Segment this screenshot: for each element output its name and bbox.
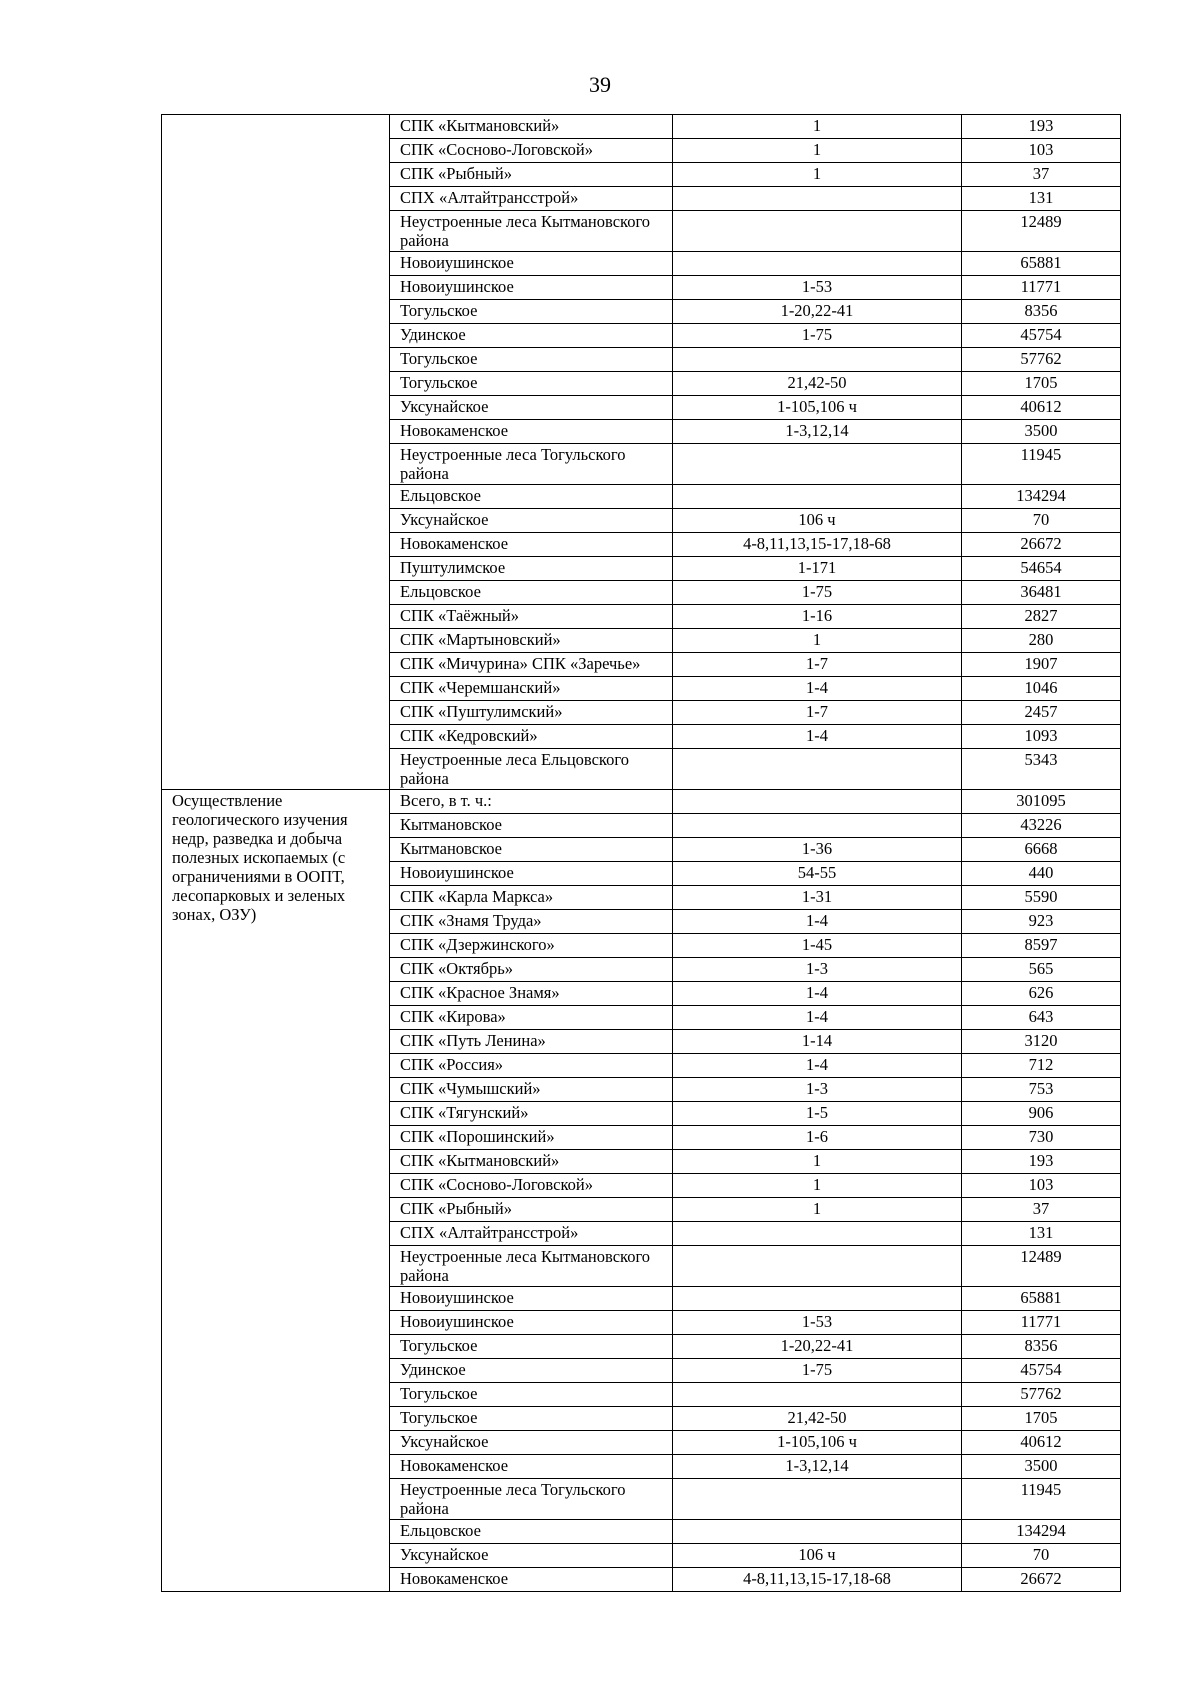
forest-name-cell: Ельцовское: [390, 1520, 673, 1544]
forest-name-cell: СПК «Таёжный»: [390, 605, 673, 629]
quarters-cell: 1-4: [673, 725, 962, 749]
quarters-cell: [673, 1520, 962, 1544]
area-cell: 193: [962, 1150, 1121, 1174]
quarters-cell: 1-105,106 ч: [673, 1431, 962, 1455]
forest-name-cell: Тогульское: [390, 348, 673, 372]
quarters-cell: 1-4: [673, 1006, 962, 1030]
forest-name-cell: СПХ «Алтайтрансстрой»: [390, 1222, 673, 1246]
forest-name-cell: СПК «Октябрь»: [390, 958, 673, 982]
quarters-cell: 106 ч: [673, 509, 962, 533]
area-cell: 57762: [962, 1383, 1121, 1407]
area-cell: 1705: [962, 1407, 1121, 1431]
forest-name-cell: СПК «Карла Маркса»: [390, 886, 673, 910]
quarters-cell: [673, 1246, 962, 1287]
forest-name-cell: Неустроенные леса Ельцовского района: [390, 749, 673, 790]
quarters-cell: 4-8,11,13,15-17,18-68: [673, 1568, 962, 1592]
quarters-cell: 1-31: [673, 886, 962, 910]
area-cell: 12489: [962, 1246, 1121, 1287]
quarters-cell: [673, 187, 962, 211]
forest-name-cell: Новоиушинское: [390, 862, 673, 886]
area-cell: 5343: [962, 749, 1121, 790]
table-row: [162, 790, 1121, 814]
quarters-cell: 106 ч: [673, 1544, 962, 1568]
forest-name-cell: Новокаменское: [390, 533, 673, 557]
quarters-cell: 1-3,12,14: [673, 420, 962, 444]
area-cell: 103: [962, 1174, 1121, 1198]
quarters-cell: [673, 1222, 962, 1246]
area-cell: 730: [962, 1126, 1121, 1150]
forest-name-cell: Новокаменское: [390, 1455, 673, 1479]
area-cell: 37: [962, 163, 1121, 187]
quarters-cell: 1-53: [673, 1311, 962, 1335]
area-cell: 134294: [962, 485, 1121, 509]
quarters-cell: 1-7: [673, 653, 962, 677]
forest-name-cell: Уксунайское: [390, 396, 673, 420]
forest-name-cell: СПК «Мартыновский»: [390, 629, 673, 653]
quarters-cell: 1-20,22-41: [673, 300, 962, 324]
area-cell: 40612: [962, 1431, 1121, 1455]
area-cell: 2827: [962, 605, 1121, 629]
forest-name-cell: Тогульское: [390, 1335, 673, 1359]
area-cell: 1907: [962, 653, 1121, 677]
area-cell: 131: [962, 1222, 1121, 1246]
area-cell: 906: [962, 1102, 1121, 1126]
area-cell: 11771: [962, 1311, 1121, 1335]
area-cell: 40612: [962, 396, 1121, 420]
forest-name-cell: СПК «Кирова»: [390, 1006, 673, 1030]
quarters-cell: 1-5: [673, 1102, 962, 1126]
area-cell: 565: [962, 958, 1121, 982]
forest-name-cell: Уксунайское: [390, 1431, 673, 1455]
area-cell: 753: [962, 1078, 1121, 1102]
quarters-cell: 1: [673, 629, 962, 653]
forest-name-cell: СПК «Сосново-Логовской»: [390, 1174, 673, 1198]
area-cell: 131: [962, 187, 1121, 211]
quarters-cell: 1: [673, 139, 962, 163]
forest-name-cell: СПК «Тягунский»: [390, 1102, 673, 1126]
forest-name-cell: СПК «Рыбный»: [390, 163, 673, 187]
quarters-cell: 1-36: [673, 838, 962, 862]
table-row: [162, 115, 1121, 139]
quarters-cell: [673, 485, 962, 509]
forest-name-cell: СПК «Рыбный»: [390, 1198, 673, 1222]
forest-name-cell: СПК «Порошинский»: [390, 1126, 673, 1150]
forest-name-cell: Новокаменское: [390, 1568, 673, 1592]
forest-name-cell: Неустроенные леса Кытмановского района: [390, 211, 673, 252]
area-cell: 70: [962, 509, 1121, 533]
area-cell: 2457: [962, 701, 1121, 725]
quarters-cell: [673, 1479, 962, 1520]
forest-name-cell: Уксунайское: [390, 1544, 673, 1568]
forest-name-cell: Новоиушинское: [390, 252, 673, 276]
forest-name-cell: Неустроенные леса Тогульского района: [390, 1479, 673, 1520]
area-cell: 45754: [962, 324, 1121, 348]
area-cell: 643: [962, 1006, 1121, 1030]
quarters-cell: [673, 211, 962, 252]
area-cell: 57762: [962, 348, 1121, 372]
quarters-cell: 1-7: [673, 701, 962, 725]
forest-name-cell: СПК «Пуштулимский»: [390, 701, 673, 725]
forest-name-cell: Уксунайское: [390, 509, 673, 533]
quarters-cell: 21,42-50: [673, 372, 962, 396]
quarters-cell: [673, 749, 962, 790]
area-cell: 43226: [962, 814, 1121, 838]
area-cell: 3500: [962, 420, 1121, 444]
forest-name-cell: Неустроенные леса Тогульского района: [390, 444, 673, 485]
quarters-cell: 1: [673, 115, 962, 139]
area-cell: 70: [962, 1544, 1121, 1568]
quarters-cell: 1-3: [673, 1078, 962, 1102]
table-body: [162, 115, 1121, 1592]
area-cell: 26672: [962, 533, 1121, 557]
quarters-cell: [673, 348, 962, 372]
forest-name-cell: СПК «Сосново-Логовской»: [390, 139, 673, 163]
forest-name-cell: СПК «Знамя Труда»: [390, 910, 673, 934]
quarters-cell: 21,42-50: [673, 1407, 962, 1431]
area-cell: 301095: [962, 790, 1121, 814]
quarters-cell: 54-55: [673, 862, 962, 886]
area-cell: 65881: [962, 1287, 1121, 1311]
quarters-cell: [673, 814, 962, 838]
quarters-cell: [673, 1287, 962, 1311]
quarters-cell: 1-53: [673, 276, 962, 300]
forest-name-cell: Тогульское: [390, 1407, 673, 1431]
forest-name-cell: Пуштулимское: [390, 557, 673, 581]
area-cell: 103: [962, 139, 1121, 163]
forest-name-cell: Удинское: [390, 324, 673, 348]
area-cell: 11945: [962, 1479, 1121, 1520]
quarters-cell: 1-4: [673, 677, 962, 701]
quarters-cell: 1-4: [673, 1054, 962, 1078]
page-number: 39: [589, 72, 611, 97]
forest-name-cell: СПК «Кытмановский»: [390, 115, 673, 139]
forest-name-cell: СПК «Кедровский»: [390, 725, 673, 749]
quarters-cell: [673, 790, 962, 814]
area-cell: 26672: [962, 1568, 1121, 1592]
area-cell: 54654: [962, 557, 1121, 581]
area-cell: 440: [962, 862, 1121, 886]
forest-use-table: [161, 114, 1121, 1592]
forest-name-cell: СПК «Кытмановский»: [390, 1150, 673, 1174]
quarters-cell: 1-14: [673, 1030, 962, 1054]
forest-name-cell: СПК «Путь Ленина»: [390, 1030, 673, 1054]
forest-name-cell: Удинское: [390, 1359, 673, 1383]
forest-name-cell: Всего, в т. ч.:: [390, 790, 673, 814]
quarters-cell: 1-3,12,14: [673, 1455, 962, 1479]
quarters-cell: 1-45: [673, 934, 962, 958]
forest-name-cell: Неустроенные леса Кытмановского района: [390, 1246, 673, 1287]
quarters-cell: [673, 444, 962, 485]
forest-name-cell: СПК «Чумышский»: [390, 1078, 673, 1102]
category-cell: Осуществление геологического изучения недр, разведка и добыча полезных ископаемых (с ограничениями в ООПТ, лесопарковых и зеленых зонах, ОЗУ): [162, 790, 390, 1592]
forest-name-cell: Кытмановское: [390, 838, 673, 862]
forest-name-cell: Новоиушинское: [390, 1311, 673, 1335]
quarters-cell: [673, 252, 962, 276]
forest-name-cell: Новоиушинское: [390, 1287, 673, 1311]
quarters-cell: 1: [673, 1150, 962, 1174]
area-cell: 923: [962, 910, 1121, 934]
quarters-cell: 1-75: [673, 581, 962, 605]
area-cell: 11945: [962, 444, 1121, 485]
area-cell: 280: [962, 629, 1121, 653]
forest-name-cell: СПК «Черемшанский»: [390, 677, 673, 701]
area-cell: 1093: [962, 725, 1121, 749]
forest-name-cell: СПК «Россия»: [390, 1054, 673, 1078]
quarters-cell: 1-6: [673, 1126, 962, 1150]
area-cell: 12489: [962, 211, 1121, 252]
category-cell: [162, 115, 390, 790]
forest-name-cell: Тогульское: [390, 300, 673, 324]
area-cell: 37: [962, 1198, 1121, 1222]
quarters-cell: 1: [673, 1198, 962, 1222]
area-cell: 1046: [962, 677, 1121, 701]
forest-name-cell: Ельцовское: [390, 485, 673, 509]
forest-name-cell: Новокаменское: [390, 420, 673, 444]
quarters-cell: 1-105,106 ч: [673, 396, 962, 420]
area-cell: 3500: [962, 1455, 1121, 1479]
area-cell: 8356: [962, 1335, 1121, 1359]
area-cell: 3120: [962, 1030, 1121, 1054]
forest-name-cell: СПК «Дзержинского»: [390, 934, 673, 958]
area-cell: 6668: [962, 838, 1121, 862]
quarters-cell: 4-8,11,13,15-17,18-68: [673, 533, 962, 557]
forest-name-cell: СПК «Красное Знамя»: [390, 982, 673, 1006]
quarters-cell: 1-20,22-41: [673, 1335, 962, 1359]
forest-name-cell: Кытмановское: [390, 814, 673, 838]
area-cell: 45754: [962, 1359, 1121, 1383]
forest-name-cell: Тогульское: [390, 372, 673, 396]
area-cell: 5590: [962, 886, 1121, 910]
quarters-cell: 1-4: [673, 910, 962, 934]
quarters-cell: 1-4: [673, 982, 962, 1006]
area-cell: 8356: [962, 300, 1121, 324]
area-cell: 11771: [962, 276, 1121, 300]
forest-name-cell: СПХ «Алтайтрансстрой»: [390, 187, 673, 211]
area-cell: 36481: [962, 581, 1121, 605]
area-cell: 65881: [962, 252, 1121, 276]
quarters-cell: 1: [673, 1174, 962, 1198]
area-cell: 1705: [962, 372, 1121, 396]
quarters-cell: 1-75: [673, 1359, 962, 1383]
forest-name-cell: Тогульское: [390, 1383, 673, 1407]
area-cell: 8597: [962, 934, 1121, 958]
area-cell: 134294: [962, 1520, 1121, 1544]
quarters-cell: 1-75: [673, 324, 962, 348]
area-cell: 712: [962, 1054, 1121, 1078]
forest-name-cell: СПК «Мичурина» СПК «Заречье»: [390, 653, 673, 677]
quarters-cell: 1-16: [673, 605, 962, 629]
quarters-cell: 1: [673, 163, 962, 187]
quarters-cell: 1-171: [673, 557, 962, 581]
area-cell: 626: [962, 982, 1121, 1006]
forest-name-cell: Новоиушинское: [390, 276, 673, 300]
quarters-cell: 1-3: [673, 958, 962, 982]
area-cell: 193: [962, 115, 1121, 139]
quarters-cell: [673, 1383, 962, 1407]
forest-name-cell: Ельцовское: [390, 581, 673, 605]
